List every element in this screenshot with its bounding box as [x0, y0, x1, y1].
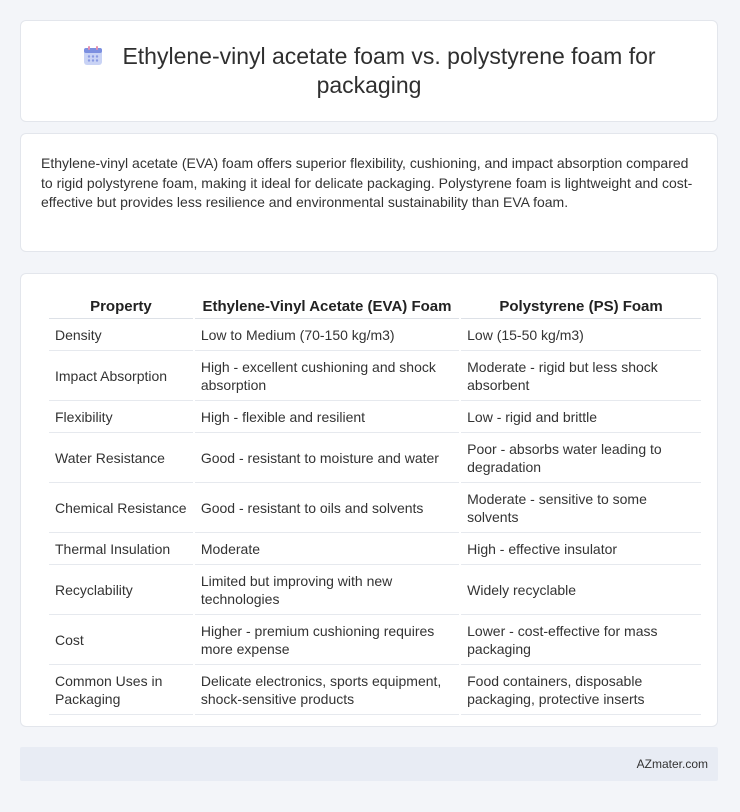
row-eva: High - flexible and resilient: [195, 401, 459, 433]
row-eva: Limited but improving with new technologies: [195, 565, 459, 615]
row-property: Flexibility: [49, 401, 193, 433]
title-card: [20, 20, 718, 122]
row-eva: Moderate: [195, 533, 459, 565]
footer: [20, 747, 718, 781]
row-eva: Higher - premium cushioning requires more expense: [195, 615, 459, 665]
table-card: [20, 273, 718, 727]
summary-text: Ethylene-vinyl acetate (EVA) foam offers superior flexibility, cushioning, and impact absorption compared to rigid polystyrene foam, making it ideal for delicate packaging. Polystyrene foam is lightweight and cost-effective but provides less resilience and environmental sustainability than EVA foam.: [41, 155, 693, 210]
table-header-row: [49, 296, 701, 319]
header-ps: Polystyrene (PS) Foam: [461, 296, 701, 319]
header-eva: Ethylene-Vinyl Acetate (EVA) Foam: [195, 296, 459, 319]
row-property: Chemical Resistance: [49, 483, 193, 533]
row-property: Thermal Insulation: [49, 533, 193, 565]
header-property: Property: [49, 296, 193, 319]
row-property: Impact Absorption: [49, 351, 193, 401]
table-row: [49, 665, 701, 715]
footer-brand[interactable]: AZmater.com: [636, 757, 708, 771]
row-property: Cost: [49, 615, 193, 665]
row-ps: Widely recyclable: [461, 565, 701, 615]
calendar-icon: [82, 45, 104, 67]
table-row: [49, 565, 701, 615]
table-row: [49, 401, 701, 433]
row-eva: High - excellent cushioning and shock absorption: [195, 351, 459, 401]
row-eva: Good - resistant to moisture and water: [195, 433, 459, 483]
page-title: Ethylene-vinyl acetate foam vs. polystyrene foam for packaging: [122, 43, 656, 98]
page-title-wrap: [69, 42, 669, 100]
row-ps: Poor - absorbs water leading to degradation: [461, 433, 701, 483]
row-property: Water Resistance: [49, 433, 193, 483]
table-row: [49, 615, 701, 665]
summary-card: [20, 133, 718, 252]
row-property: Density: [49, 319, 193, 351]
table-row: [49, 351, 701, 401]
row-ps: Lower - cost-effective for mass packaging: [461, 615, 701, 665]
table-row: [49, 319, 701, 351]
table-row: [49, 483, 701, 533]
row-ps: High - effective insulator: [461, 533, 701, 565]
row-ps: Food containers, disposable packaging, protective inserts: [461, 665, 701, 715]
row-property: Recyclability: [49, 565, 193, 615]
row-ps: Low - rigid and brittle: [461, 401, 701, 433]
table-row: [49, 533, 701, 565]
table-row: [49, 433, 701, 483]
row-ps: Low (15-50 kg/m3): [461, 319, 701, 351]
row-ps: Moderate - rigid but less shock absorbent: [461, 351, 701, 401]
comparison-table: [47, 296, 703, 715]
row-property: Common Uses in Packaging: [49, 665, 193, 715]
row-eva: Delicate electronics, sports equipment, shock-sensitive products: [195, 665, 459, 715]
row-eva: Low to Medium (70-150 kg/m3): [195, 319, 459, 351]
row-ps: Moderate - sensitive to some solvents: [461, 483, 701, 533]
row-eva: Good - resistant to oils and solvents: [195, 483, 459, 533]
